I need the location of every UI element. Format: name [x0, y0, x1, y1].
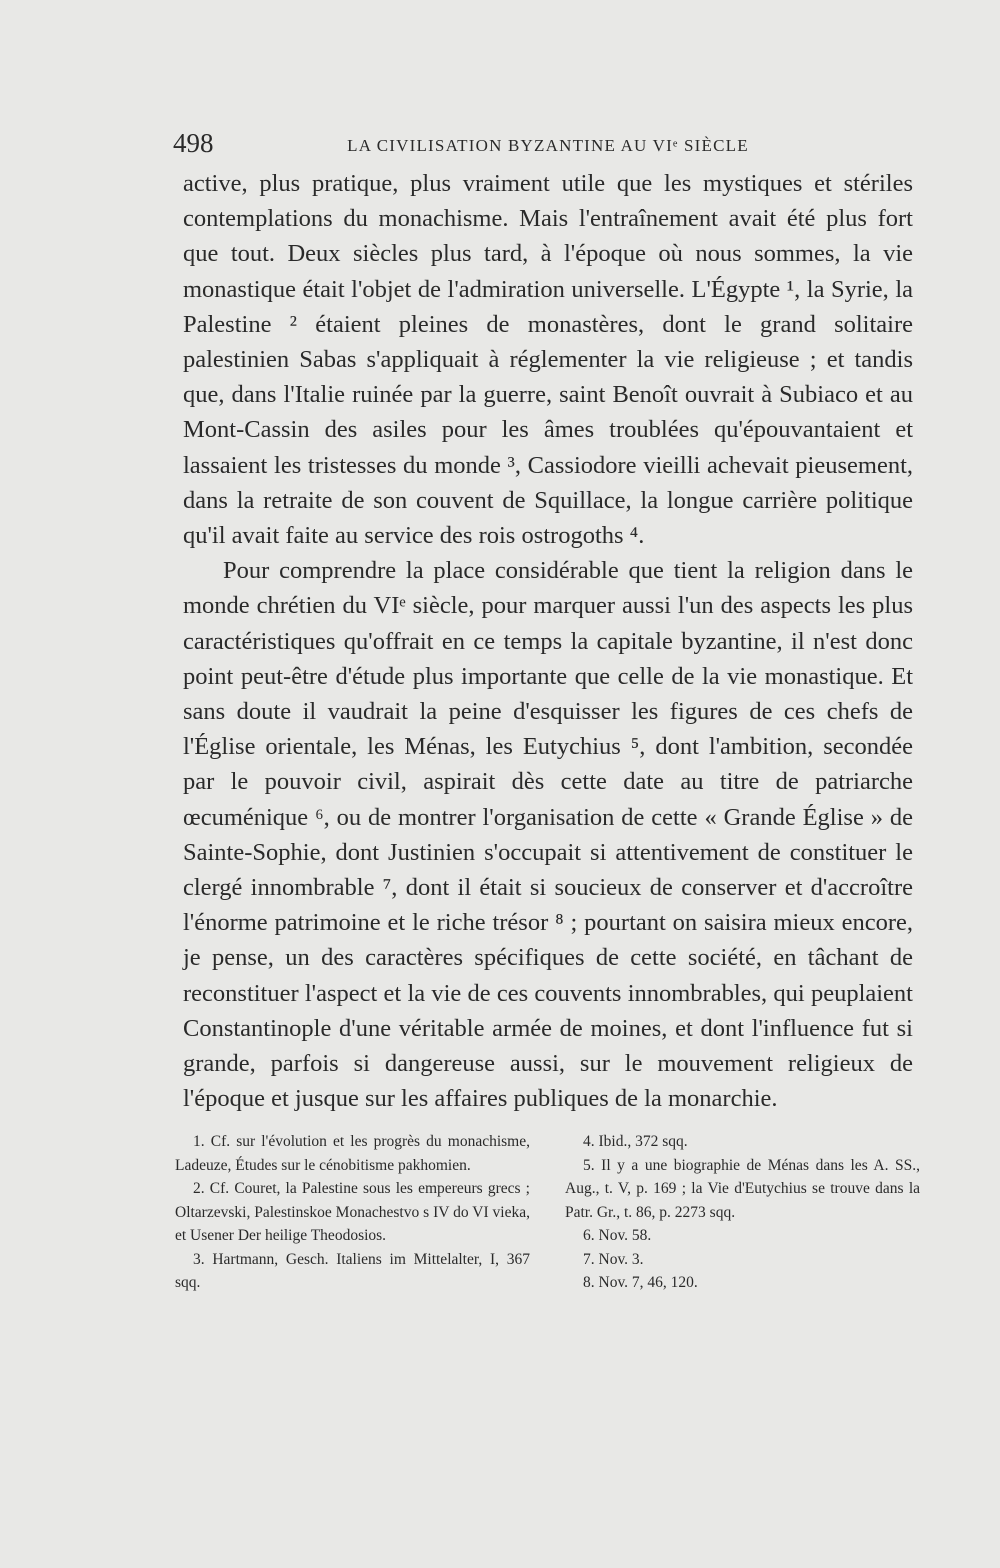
running-title: LA CIVILISATION BYZANTINE AU VIᵉ SIÈCLE	[347, 136, 749, 155]
footnote: 5. Il y a une biographie de Ménas dans les A. SS., Aug., t. V, p. 169 ; la Vie d'Eutychius se trouve dans la Patr. Gr., t. 86, p. 2273 sqq.	[565, 1156, 920, 1221]
footnote: 2. Cf. Couret, la Palestine sous les empereurs grecs ; Oltarzevski, Palestinskoe Monachestvo s IV do VI vieka, et Usener Der heilige Theodosios.	[175, 1180, 530, 1244]
footnote: 8. Nov. 7, 46, 120.	[583, 1274, 698, 1291]
page-number: 498	[173, 128, 214, 158]
paragraph: Pour comprendre la place considérable que tient la religion dans le monde chrétien du VIᵉ siècle, pour marquer aussi l'un des aspects les plus caractéristiques qu'offrait en ce temps la capitale byzantine, il n'est donc point peut-être d'étude plus importante que celle de la vie monastique. Et sans doute il vaudrait la peine d'esquisser les figures de ces chefs de l'Église orientale, les Ménas, les Eutychius ⁵, dont l'ambition, secondée par le pouvoir civil, aspirait dès cette date au titre de patriarche œcuménique ⁶, ou de montrer l'organisation de cette « Grande Église » de Sainte-Sophie, dont Justinien s'occupait si attentivement de constituer le clergé innombrable ⁷, dont il était si soucieux de conserver et d'accroître l'énorme patrimoine et le riche trésor ⁸ ; pourtant on saisira mieux encore, je pense, un des caractères spécifiques de cette société, en tâchant de reconstituer l'aspect et la vie de ces couvents innombrables, qui peuplaient Constantinople d'une véritable armée de moines, et dont l'influence fut si grande, parfois si dangereuse aussi, sur le mouvement religieux de l'époque et jusque sur les affaires publiques de la monarchie.	[183, 557, 913, 1113]
footnotes-left-column	[175, 1130, 530, 1295]
footnote: 6. Nov. 58.	[583, 1227, 652, 1244]
footnote: 1. Cf. sur l'évolution et les progrès du monachisme, Ladeuze, Études sur le cénobitisme pakhomien.	[175, 1133, 530, 1174]
footnotes-right-column	[565, 1130, 920, 1295]
body-text	[183, 166, 913, 1116]
footnote: 3. Hartmann, Gesch. Italiens im Mittelalter, I, 367 sqq.	[175, 1250, 530, 1291]
paragraph: active, plus pratique, plus vraiment utile que les mystiques et stériles contemplations du monachisme. Mais l'entraînement avait été plus fort que tout. Deux siècles plus tard, à l'époque où nous sommes, la vie monastique était l'objet de l'admiration universelle. L'Égypte ¹, la Syrie, la Palestine ² étaient pleines de monastères, dont le grand solitaire palestinien Sabas s'appliquait à réglementer la vie religieuse ; et tandis que, dans l'Italie ruinée par la guerre, saint Benoît ouvrait à Subiaco et au Mont-Cassin des asiles pour les âmes troublées qu'épouvantaient et lassaient les tristesses du monde ³, Cassiodore vieilli achevait pieusement, dans la retraite de son couvent de Squillace, la longue carrière politique qu'il avait faite au service des rois ostrogoths ⁴.	[183, 170, 913, 550]
page-header	[173, 128, 913, 168]
footnote: 7. Nov. 3.	[583, 1250, 644, 1268]
footnote: 4. Ibid., 372 sqq.	[583, 1133, 688, 1150]
